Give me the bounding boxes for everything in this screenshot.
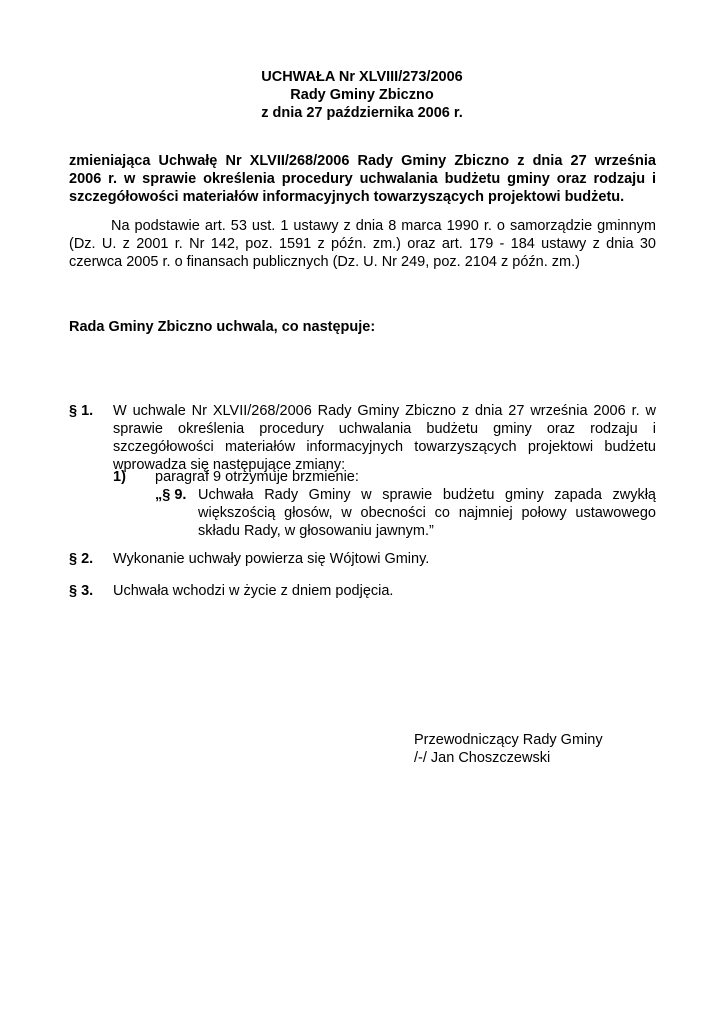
resolution-subject <box>69 152 656 206</box>
section-number: § 1. <box>69 403 94 419</box>
section-body <box>113 582 656 600</box>
signature-block <box>414 731 603 767</box>
section-line: szczegółowości materiałów informacyjnych towarzyszących projektowi budżetu <box>113 439 656 455</box>
quote-line: Uchwała Rady Gminy w sprawie budżetu gminy zapada zwykłą <box>198 487 656 503</box>
resolves-statement: Rada Gminy Zbiczno uchwala, co następuje: <box>69 319 376 335</box>
signatory-name: /-/ Jan Choszczewski <box>414 750 551 766</box>
document-header <box>0 68 724 122</box>
basis-line: czerwca 2005 r. o finansach publicznych (Dz. U. Nr 249, poz. 2104 z późn. zm.) <box>69 254 580 270</box>
subject-line: szczegółowości materiałów informacyjnych towarzyszących projektowi budżetu. <box>69 189 625 205</box>
section-number: § 3. <box>69 583 94 599</box>
basis-line: (Dz. U. z 2001 r. Nr 142, poz. 1591 z późn. zm.) oraz art. 179 - 184 ustawy z dnia 30 <box>69 236 656 252</box>
quote-line: większością głosów, w obecności co najmniej połowy ustawowego <box>198 505 656 521</box>
basis-line: Na podstawie art. 53 ust. 1 ustawy z dnia 8 marca 1990 r. o samorządzie gminnym <box>111 218 656 234</box>
section-3 <box>69 582 656 600</box>
section-body <box>113 550 656 568</box>
section-line: Wykonanie uchwały powierza się Wójtowi Gminy. <box>113 551 430 567</box>
section-2 <box>69 550 656 568</box>
legal-basis <box>69 217 656 271</box>
section-line: Uchwała wchodzi w życie z dniem podjęcia. <box>113 583 394 599</box>
resolution-date: z dnia 27 października 2006 r. <box>261 105 463 121</box>
section-1 <box>69 402 656 542</box>
council-name: Rady Gminy Zbiczno <box>290 87 434 103</box>
signatory-title: Przewodniczący Rady Gminy <box>414 732 603 748</box>
quoted-paragraph-number: „§ 9. <box>155 487 187 503</box>
item-text: paragraf 9 otrzymuje brzmienie: <box>155 469 359 485</box>
quoted-paragraph-body <box>198 486 656 540</box>
item-number: 1) <box>113 469 126 485</box>
resolution-number: UCHWAŁA Nr XLVIII/273/2006 <box>261 69 463 85</box>
subject-line: zmieniająca Uchwałę Nr XLVII/268/2006 Rady Gminy Zbiczno z dnia 27 września <box>69 153 656 169</box>
subject-line: 2006 r. w sprawie określenia procedury uchwalania budżetu gminy oraz rodzaju i <box>69 171 656 187</box>
section-line: wprowadza się następujące zmiany: <box>113 457 346 473</box>
quote-line: składu Rady, w głosowaniu jawnym.” <box>198 523 434 539</box>
section-body <box>113 402 656 474</box>
section-number: § 2. <box>69 551 94 567</box>
section-line: W uchwale Nr XLVII/268/2006 Rady Gminy Zbiczno z dnia 27 września 2006 r. w <box>113 403 656 419</box>
section-line: sprawie określenia procedury uchwalania budżetu gminy oraz rodzaju i <box>113 421 656 437</box>
